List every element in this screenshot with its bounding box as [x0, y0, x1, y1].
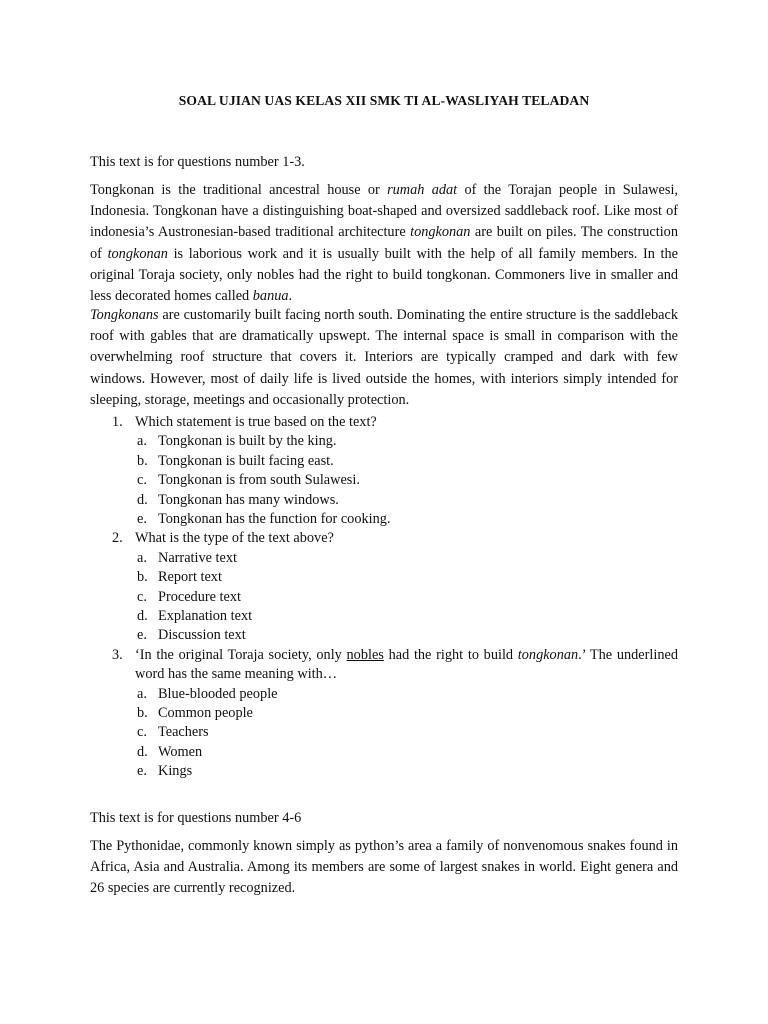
p1-italic-rumah-adat: rumah adat — [387, 182, 458, 198]
question-number: 1. — [112, 414, 123, 430]
option-letter: c. — [137, 588, 147, 605]
option-text: Women — [158, 743, 203, 760]
q3-text-c: .’ The underlined word has the same meaning with… — [135, 646, 678, 683]
option-letter: e. — [137, 627, 147, 644]
option-text: Tongkonan is built by the king. — [158, 433, 337, 450]
option-letter: c. — [137, 724, 147, 741]
question-text — [135, 646, 678, 685]
option — [90, 762, 680, 781]
p1-text-5: . — [288, 288, 293, 305]
section1-intro: This text is for questions number 1-3. — [90, 154, 305, 170]
option-letter: a. — [137, 433, 147, 450]
option-letter: d. — [137, 607, 148, 624]
option-text: Tongkonan has many windows. — [158, 491, 339, 508]
option-text: Tongkonan is built facing east. — [158, 452, 334, 469]
option — [90, 491, 680, 510]
option-text: Report text — [158, 569, 222, 586]
option-letter: e. — [137, 510, 147, 527]
option-text: Tongkonan is from south Sulawesi. — [158, 472, 360, 489]
option-letter: c. — [137, 472, 147, 489]
option — [90, 549, 680, 568]
p1-italic-banua: banua — [252, 288, 289, 305]
option — [90, 432, 680, 451]
question-1 — [90, 413, 680, 529]
question-2 — [90, 529, 680, 645]
p1-text-3: are built on piles. The construction of — [90, 224, 678, 262]
question-list — [90, 413, 680, 781]
option-letter: a. — [137, 685, 147, 702]
option — [90, 723, 680, 742]
section2-intro: This text is for questions number 4-6 — [90, 810, 302, 826]
option-letter: b. — [137, 452, 148, 469]
section1-paragraph-2 — [90, 305, 678, 411]
question-3 — [90, 646, 680, 782]
option-letter: b. — [137, 569, 148, 586]
section1-paragraph-1 — [90, 180, 678, 307]
option — [90, 452, 680, 471]
option — [90, 704, 680, 723]
question-text: What is the type of the text above? — [135, 530, 334, 547]
option-letter: d. — [137, 743, 148, 760]
option-text: Discussion text — [158, 627, 246, 644]
option-letter: a. — [137, 549, 147, 566]
p1-text-4: is laborious work and it is usually built with the help of all family members. In the original Toraja society, only nobles had the right to build tongkonan. Commoners live in smaller and less decorated homes called — [90, 245, 678, 305]
option — [90, 685, 680, 704]
option-text: Common people — [158, 704, 253, 721]
p1-text-1: Tongkonan is the traditional ancestral house or — [90, 182, 388, 198]
section2-paragraph-1: The Pythonidae, commonly known simply as python’s area a family of nonvenomous snakes found in Africa, Asia and Australia. Among its members are some of largest snakes in world. Eight genera and 26 species are currently recognized. — [90, 838, 678, 897]
q3-text-a: ‘In the original Toraja society, only — [135, 646, 347, 663]
q3-text-b: had the right to build — [383, 646, 518, 663]
option — [90, 743, 680, 762]
option-text: Tongkonan has the function for cooking. — [158, 510, 391, 527]
question-text: Which statement is true based on the text? — [135, 414, 377, 430]
option — [90, 588, 680, 607]
option — [90, 510, 680, 529]
option — [90, 626, 680, 645]
q3-underlined-word: nobles — [346, 646, 384, 663]
option-text: Kings — [158, 763, 193, 780]
p2-italic-tongkonans: Tongkonans — [90, 307, 159, 323]
p1-text-2: of the Torajan people in Sulawesi, Indonesia. Tongkonan have a distinguishing boat-shaped and oversized saddleback roof. Like most of indonesia’s Austronesian-based traditional architecture — [90, 182, 678, 241]
option-text: Teachers — [158, 724, 209, 741]
option-text: Blue-blooded people — [158, 685, 278, 702]
option — [90, 607, 680, 626]
question-number: 2. — [112, 530, 123, 547]
option-letter: e. — [137, 763, 147, 780]
p1-italic-tongkonan-1: tongkonan — [410, 224, 471, 241]
option-text: Procedure text — [158, 588, 241, 605]
option — [90, 471, 680, 490]
option — [90, 568, 680, 587]
p2-text-1: are customarily built facing north south. Dominating the entire structure is the saddleback roof with gables that are dramatically upswept. The internal space is small in comparison with the overwhelming roof structure that covers it. Interiors are typically cramped and dark with few windows. However, most of daily life is lived outside the homes, with interiors simply intended for sleeping, storage, meetings and occasionally protection. — [90, 307, 678, 408]
option-letter: d. — [137, 491, 148, 508]
option-text: Explanation text — [158, 607, 253, 624]
q3-italic-tongkonan: tongkonan — [517, 646, 579, 663]
question-number: 3. — [112, 646, 123, 663]
page-title: SOAL UJIAN UAS KELAS XII SMK TI AL-WASLIYAH TELADAN — [178, 93, 590, 108]
option-text: Narrative text — [158, 549, 237, 566]
option-letter: b. — [137, 704, 148, 721]
p1-italic-tongkonan-2: tongkonan — [107, 245, 168, 262]
